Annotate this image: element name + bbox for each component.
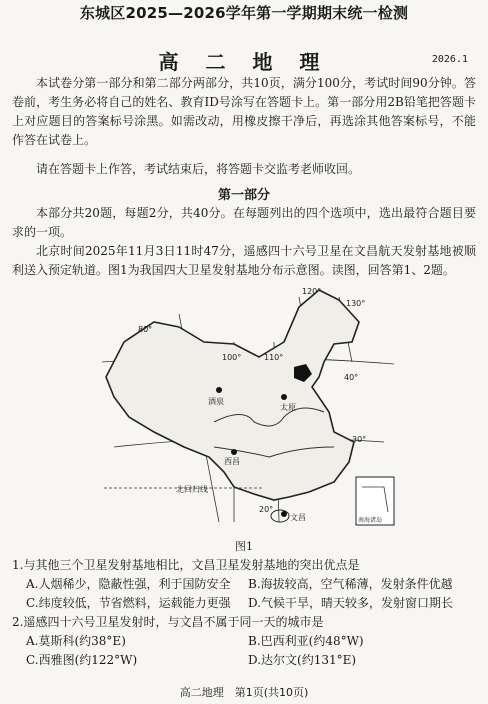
exam-date: 2026.1 [431,54,468,65]
question-1-option-d: D.气候干旱，晴天较多，发射窗口期长 [248,596,454,610]
lon-label-110: 110° [264,353,284,362]
lon-label-100: 100° [222,353,242,362]
site-jiuquan-label: 酒泉 [208,397,224,406]
china-outline [106,290,359,500]
china-launch-sites-map [84,282,404,534]
lon-label-80: 80° [138,325,153,334]
question-1-stem: 1.与其他三个卫星发射基地相比，文昌卫星发射基地的突出优点是 [12,558,360,572]
question-2-option-b: B.巴西利亚(约48°W) [248,634,364,648]
lat-label-20: 20° [259,505,274,514]
lon-label-120: 120° [302,287,322,296]
section-title: 第一部分 [217,188,270,203]
figure-caption: 图1 [235,540,253,553]
exam-header: 东城区2025—2026学年第一学期期末统一检测 [79,4,409,22]
lon-label-130: 130° [346,299,366,308]
question-2-option-a: A.莫斯科(约38°E) [26,634,126,648]
question-2-option-d: D.达尔文(约131°E) [248,653,357,667]
section-intro: 本部分共20题，每题2分，共40分。在每题列出的四个选项中，选出最符合题目要求的一项。 [12,206,476,239]
inset-label: 南海诸岛 [358,517,383,524]
question-1-option-c: C.纬度较低，节省燃料，运载能力更强 [26,596,231,610]
hainan-island [271,510,289,522]
tropic-label: 北回归线 [176,485,208,494]
site-xichang-label: 西昌 [224,457,240,466]
title-row [0,46,488,74]
page-title: 高 二 地 理 [158,50,330,74]
material-text: 北京时间2025年11月3日11时47分，遥感四十六号卫星在文昌航天发射基地被顺利送入预定轨道。图1为我国四大卫星发射基地分布示意图。读图，回答第1、2题。 [12,244,476,277]
site-xichang-dot [231,449,237,455]
instruction-paragraph-2: 请在答题卡上作答，考试结束后，将答题卡交监考老师收回。 [36,162,361,176]
question-2-option-c: C.西雅图(约122°W) [26,653,138,667]
page-footer: 高二地理 第1页(共10页) [179,686,309,699]
site-jiuquan-dot [216,387,222,393]
question-1-option-a: A.人烟稀少，隐蔽性强，利于国防安全 [26,577,231,591]
lat-label-40: 40° [344,373,359,382]
site-wenchang-label: 文昌 [290,513,306,522]
site-taiyuan-label: 太原 [280,403,296,412]
instruction-paragraph-1: 本试卷分第一部分和第二部分两部分，共10页，满分100分，考试时间90分钟。答卷前，考生务必将自己的姓名、教育ID号涂写在答题卡上。第一部分用2B铅笔把答题卡上对应题目的答案标号涂黑。如需改动，用橡皮擦干净后，再选涂其他答案标号，不能作答在试卷上。 [12,76,476,147]
site-taiyuan-dot [281,394,287,400]
question-1-option-b: B.海拔较高，空气稀薄，发射条件优越 [248,577,453,591]
lat-label-30: 30° [352,435,367,444]
question-2-stem: 2.遥感四十六号卫星发射时，与文昌不属于同一天的城市是 [12,615,324,629]
